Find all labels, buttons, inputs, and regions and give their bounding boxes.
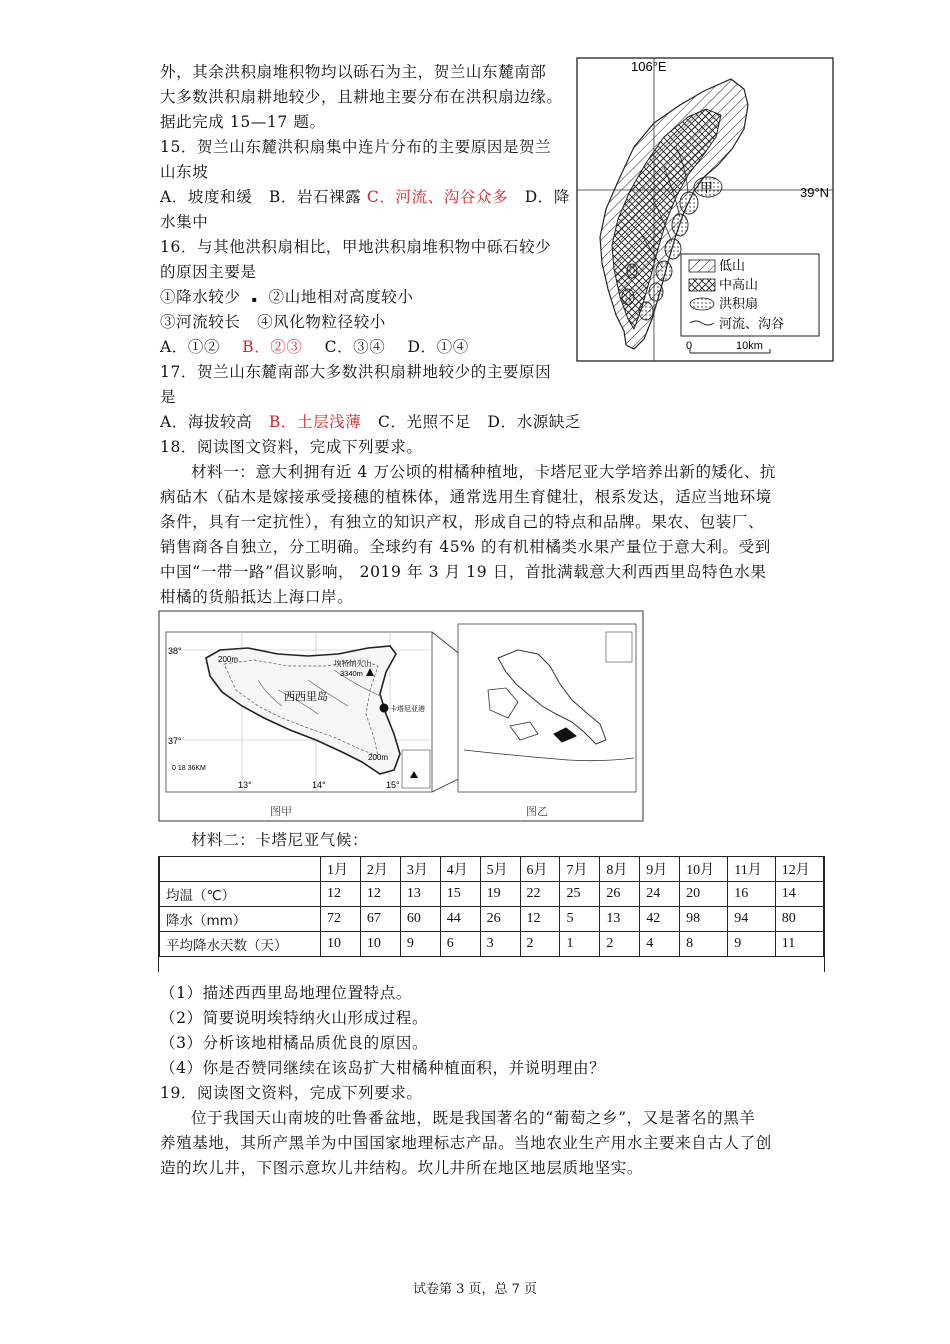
month-7: 8月	[600, 857, 640, 882]
climate-table-frame	[158, 856, 825, 972]
svg-text:37°: 37°	[168, 736, 182, 746]
q16-option-a: A．①②	[160, 338, 221, 356]
q17-stem-2: 是	[160, 388, 177, 406]
q17-options	[160, 412, 581, 432]
svg-text:200m: 200m	[368, 753, 389, 762]
q15-option-c: C．河流、沟谷众多	[366, 188, 509, 206]
row-label-temperature: 均温（℃）	[160, 882, 321, 907]
map1-lon-label: 106°E	[631, 59, 667, 74]
table-row: 平均降水天数（天） 10 10 9 6 3 2 1 2 4 8 9 11	[160, 932, 824, 957]
q16-item-2: ②山地相对高度较小	[268, 288, 414, 306]
table-header-row	[160, 857, 824, 882]
q18-sub-4: （4）你是否赞同继续在该岛扩大柑橘种植面积，并说明理由？	[160, 1059, 606, 1077]
q16-item-3: ③河流较长	[160, 313, 241, 331]
catania-port-marker	[380, 704, 389, 713]
q19-para-line1: 位于我国天山南坡的吐鲁番盆地，既是我国著名的“葡萄之乡”，又是著名的黑羊	[191, 1109, 756, 1127]
q15-stem-2: 山东坡	[160, 163, 209, 181]
q15-option-a: A．坡度和缓	[160, 188, 253, 206]
q19-stem: 19．阅读图文资料，完成下列要求。	[160, 1084, 423, 1102]
q16-items-row1: ①降水较少 ▪ ②山地相对高度较小	[160, 288, 414, 306]
month-2: 3月	[400, 857, 440, 882]
q18-material1-line4: 销售商各自独立，分工明确。全球约有 45% 的有机柑橘类水果产量位于意大利。受到	[160, 538, 771, 556]
q16-items-row2	[160, 312, 386, 332]
svg-text:13°: 13°	[238, 780, 252, 790]
table-row: 降水（mm） 72 67 60 44 26 12 5 13 42 98 94 80	[160, 907, 824, 932]
map2-scale: 0 18 36KM	[172, 765, 206, 772]
month-11: 12月	[775, 857, 823, 882]
q18-material1-line3: 条件，具有一定抗性），有独立的知识产权，形成自己的特点和品牌。果农、包装厂、	[160, 513, 765, 531]
month-8: 9月	[640, 857, 680, 882]
q16-item-1: ①降水较少	[160, 288, 241, 306]
q17-option-b: B．土层浅薄	[268, 413, 362, 431]
q15-options	[160, 187, 570, 207]
q15-option-b: B．岩石裸露	[268, 188, 362, 206]
svg-text:14°: 14°	[312, 780, 326, 790]
q15-option-d-cont: 水集中	[160, 213, 209, 231]
month-3: 4月	[440, 857, 480, 882]
svg-text:15°: 15°	[386, 780, 400, 790]
caption-figure-b: 图乙	[526, 805, 548, 818]
legend-low-mountain-swatch	[689, 260, 715, 272]
month-6: 7月	[560, 857, 600, 882]
q16-item-4: ④风化物粒径较小	[257, 313, 386, 331]
q16-option-b: B．②③	[242, 338, 303, 356]
q16-stem-2: 的原因主要是	[160, 263, 257, 281]
q15-option-d: D．降	[524, 188, 571, 206]
intro-line-2: 大多数洪积扇耕地较少，且耕地主要分布在洪积扇边缘。	[160, 88, 563, 106]
intro-line-1: 外，其余洪积扇堆积物均以砾石为主，贺兰山东麓南部	[160, 63, 547, 81]
q19-para-line2: 养殖基地，其所产黑羊为中国国家地理标志产品。当地农业生产用水主要来自古人了创	[160, 1134, 772, 1152]
sicily-label: 西西里岛	[284, 690, 328, 703]
month-9: 10月	[680, 857, 728, 882]
q18-sub-2: （2）简要说明埃特纳火山形成过程。	[160, 1009, 429, 1027]
month-1: 2月	[360, 857, 400, 882]
q18-material2: 材料二：卡塔尼亚气候：	[191, 831, 369, 849]
month-0: 1月	[321, 857, 361, 882]
intro-line-3: 据此完成 15—17 题。	[160, 113, 326, 131]
legend-label-3: 河流、沟谷	[719, 317, 785, 332]
helan-mountain-map	[576, 57, 834, 362]
row-label-rain-days: 平均降水天数（天）	[160, 932, 321, 957]
legend-label-0: 低山	[719, 259, 746, 274]
svg-text:200m: 200m	[218, 655, 239, 664]
legend-label-1: 中高山	[719, 278, 759, 293]
q16-option-c: C．③④	[324, 338, 386, 356]
legend-fan-swatch	[690, 298, 714, 310]
q18-material1-line5: 中国“一带一路”倡议影响， 2019 年 3 月 19 日，首批满载意大利西西里岛特色水果	[160, 563, 767, 581]
svg-text:10km: 10km	[736, 340, 763, 352]
month-10: 11月	[728, 857, 776, 882]
q17-option-d: D．水源缺乏	[487, 413, 582, 431]
svg-text:埃特纳火山: 埃特纳火山	[334, 659, 372, 668]
q18-stem: 18．阅读图文资料，完成下列要求。	[160, 438, 423, 456]
q15-stem-1: 15．贺兰山东麓洪积扇集中连片分布的主要原因是贺兰	[160, 138, 552, 156]
climate-table	[159, 856, 824, 957]
table-row: 均温（℃） 12 12 13 15 19 22 25 26 24 20 16 14	[160, 882, 824, 907]
q19-para-line3: 造的坎儿井，下图示意坎儿井结构。坎儿井所在地区地层质地坚实。	[160, 1159, 644, 1177]
svg-text:3340m: 3340m	[340, 669, 363, 678]
q18-material1-line2: 病砧木（砧木是嫁接承受接穗的植株体，通常选用生育健壮，根系发达，适应当地环境	[160, 488, 772, 506]
q18-sub-1: （1）描述西西里岛地理位置特点。	[160, 984, 412, 1002]
map2-legend	[402, 750, 430, 788]
row-label-precipitation: 降水（mm）	[160, 907, 321, 932]
q17-option-a: A．海拔较高	[160, 413, 253, 431]
month-4: 5月	[480, 857, 520, 882]
map1-place-label: 甲	[700, 181, 714, 196]
svg-text:卡塔尼亚港: 卡塔尼亚港	[390, 705, 425, 713]
q16-stem-1: 16．与其他洪积扇相比，甲地洪积扇堆积物中砾石较少	[160, 238, 552, 256]
map2b-legend	[606, 632, 632, 662]
legend-high-mountain-swatch	[689, 279, 715, 291]
svg-text:38°: 38°	[168, 646, 182, 656]
q16-option-d: D．①④	[407, 338, 469, 356]
svg-text:0: 0	[686, 340, 693, 352]
map1-lat-label: 39°N	[800, 185, 830, 200]
q17-option-c: C．光照不足	[377, 413, 471, 431]
month-5: 6月	[520, 857, 560, 882]
q18-sub-3: （3）分析该地柑橘品质优良的原因。	[160, 1034, 429, 1052]
page-footer: 试卷第 3 页，总 7 页	[412, 1282, 538, 1297]
q18-material1-line1: 材料一：意大利拥有近 4 万公顷的柑橘种植地，卡塔尼亚大学培养出新的矮化、抗	[191, 463, 777, 481]
q16-options	[160, 337, 469, 357]
sicily-map	[158, 610, 644, 822]
map1-legend	[681, 254, 819, 336]
legend-label-2: 洪积扇	[719, 297, 759, 312]
caption-figure-a: 图甲	[270, 805, 292, 818]
q17-stem-1: 17．贺兰山东麓南部大多数洪积扇耕地较少的主要原因	[160, 363, 552, 381]
q18-material1-line6: 柑橘的货船抵达上海口岸。	[160, 588, 354, 606]
